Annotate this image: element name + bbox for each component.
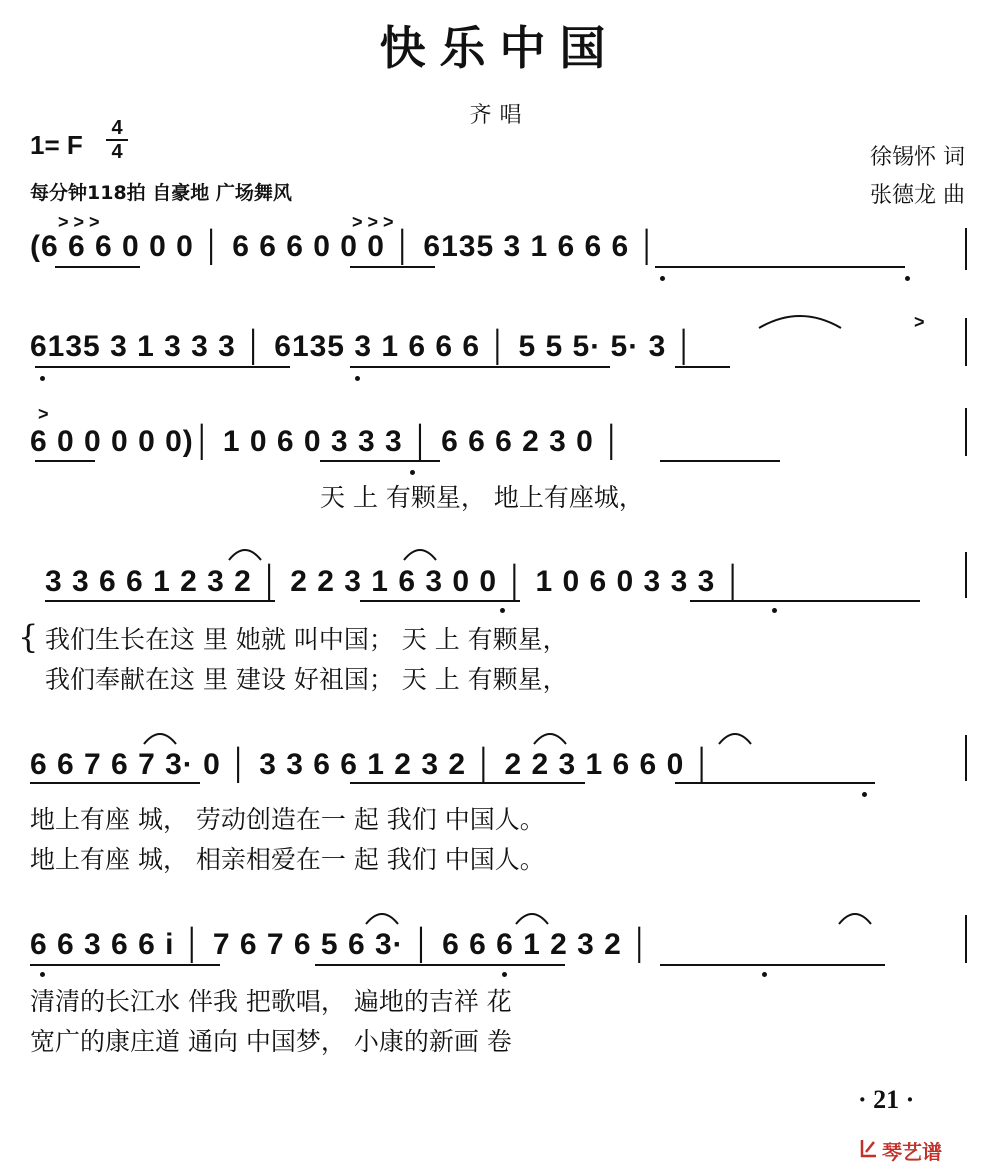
underline (675, 366, 730, 368)
underline (35, 366, 290, 368)
notation-line-4: 3 3 6 6 1 2 3 2 │ 2 2 3 1 6 3 0 0 │ 1 0 6 0 3 3 3 │ (45, 565, 745, 598)
octave-dot (502, 972, 507, 977)
key-signature: 1= F (30, 130, 83, 160)
underline (45, 600, 275, 602)
slur (835, 904, 875, 926)
lyric-line-3: 天 上 有颗星， 地上有座城， (320, 483, 644, 512)
octave-dot (40, 972, 45, 977)
time-signature (106, 118, 128, 162)
slur (140, 724, 180, 746)
barline (965, 552, 967, 598)
slur (225, 540, 265, 562)
underline (360, 600, 520, 602)
barline (965, 228, 967, 270)
underline (35, 460, 95, 462)
song-title: 快乐中国 (379, 21, 620, 75)
verse-brace: { (18, 618, 39, 656)
notation-line-2: 6135 3 1 3 3 3 │ 6135 3 1 6 6 6 │ 5 5 5· 5· 3 │ (30, 330, 696, 363)
tempo-marking: 每分钟118拍 自豪地 广场舞风 (30, 182, 292, 204)
underline (30, 782, 200, 784)
underline (675, 782, 875, 784)
octave-dot (862, 792, 867, 797)
notation-line-6: 6 6 3 6 6 i │ 7 6 7 6 5 6 3· │ 6 6 6 1 2 3 2 │ (30, 928, 651, 961)
underline (30, 964, 220, 966)
accent-mark-icon: > > > (352, 212, 394, 232)
accent-mark-icon: > (38, 404, 49, 424)
underline (350, 366, 610, 368)
notation-line-3: 6 0 0 0 0 0)│ 1 0 6 0 3 3 3 │ 6 6 6 2 3 0 │ (30, 425, 623, 458)
slur (400, 540, 440, 562)
underline (690, 600, 920, 602)
octave-dot (762, 972, 767, 977)
barline (965, 915, 967, 963)
octave-dot (905, 276, 910, 281)
accent-mark-icon: > (914, 312, 925, 332)
lyric-line-6-verse-1: 清清的长江水 伴我 把歌唱， 遍地的吉祥 花 (30, 987, 512, 1016)
lyric-line-4-verse-2: 我们奉献在这 里 建设 好祖国； 天 上 有颗星， (45, 665, 568, 694)
underline (320, 460, 440, 462)
music-note-icon (860, 1138, 878, 1158)
slur (530, 724, 570, 746)
lyric-line-6-verse-2: 宽广的康庄道 通向 中国梦， 小康的新画 卷 (30, 1027, 512, 1056)
brand-watermark: 琴艺谱 (882, 1140, 942, 1164)
underline (660, 460, 780, 462)
barline (965, 408, 967, 456)
barline (965, 318, 967, 366)
performance-type: 齐唱 (469, 103, 530, 128)
time-signature-top: 4 (111, 117, 123, 139)
octave-dot (660, 276, 665, 281)
underline (55, 266, 140, 268)
lyric-line-5-verse-2: 地上有座 城， 相亲相爱在一 起 我们 中国人。 (30, 845, 545, 874)
slur (755, 308, 845, 332)
composer-credit: 张德龙 曲 (870, 183, 965, 208)
slur (362, 904, 402, 926)
notation-line-5: 6 6 7 6 7 3· 0 │ 3 3 6 6 1 2 3 2 │ 2 2 3 1 6 6 0 │ (30, 748, 714, 781)
underline (350, 782, 585, 784)
octave-dot (410, 470, 415, 475)
underline (660, 964, 885, 966)
lyricist-credit: 徐锡怀 词 (870, 145, 965, 170)
accent-mark-icon: > > > (58, 212, 100, 232)
lyric-line-4-verse-1: 我们生长在这 里 她就 叫中国； 天 上 有颗星， (45, 625, 568, 654)
octave-dot (772, 608, 777, 613)
underline (350, 266, 435, 268)
time-signature-bottom: 4 (111, 141, 123, 163)
underline (315, 964, 565, 966)
lyric-line-5-verse-1: 地上有座 城， 劳动创造在一 起 我们 中国人。 (30, 805, 545, 834)
notation-line-1: (6 6 6 0 0 0 │ 6 6 6 0 0 0 │ 6135 3 1 6 6 6 │ (30, 230, 659, 263)
octave-dot (355, 376, 360, 381)
octave-dot (500, 608, 505, 613)
slur (512, 904, 552, 926)
octave-dot (40, 376, 45, 381)
slur (715, 724, 755, 746)
page-number: · 21 · (858, 1085, 915, 1114)
underline (655, 266, 905, 268)
barline (965, 735, 967, 781)
